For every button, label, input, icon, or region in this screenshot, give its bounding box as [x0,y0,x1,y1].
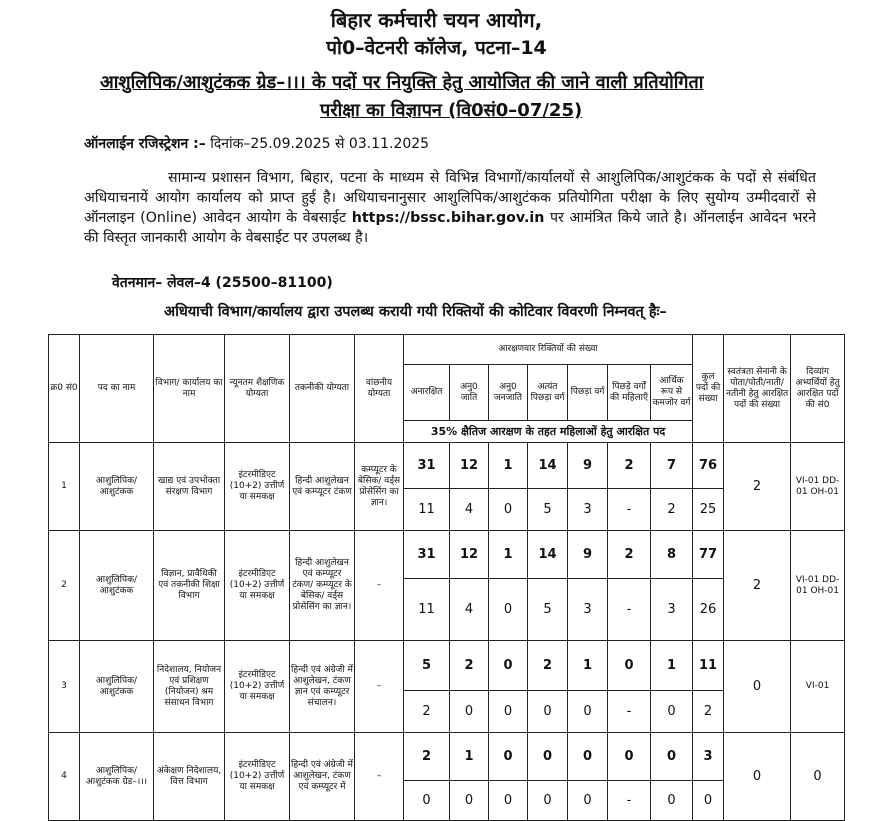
header-category: अनु0 जनजाति [489,365,528,421]
cell-women: 11 [404,579,450,641]
cell-education: इंटरमीडिएट (10+2) उत्तीर्ण या समकक्ष [225,733,290,821]
header-category: आर्थिक रूप से कमजोर वर्ग [651,365,693,421]
cell-women: 0 [489,489,528,531]
cell-vacancy: 5 [404,641,450,691]
cell-divyang: VI-01 DD-01 OH-01 [791,443,845,531]
cell-vacancy: 1 [450,733,489,781]
intro-paragraph [84,168,816,248]
header-desirable: वांछनीय योग्यता [355,335,404,443]
registration-dates: दिनांक–25.09.2025 से 03.11.2025 [210,136,430,152]
cell-vacancy: 9 [568,531,608,579]
cell-women: 3 [651,579,693,641]
cell-divyang: 0 [791,733,845,821]
header-post: पद का नाम [80,335,154,443]
cell-vacancy: 1 [568,641,608,691]
cell-technical: हिन्दी आशुलेखन एवं कम्प्यूटर टंकण [290,443,355,531]
cell-freedom-fighter: 2 [724,443,791,531]
cell-women: - [608,781,651,821]
header-category: पिछड़ा वर्ग [568,365,608,421]
cell-total: 77 [693,531,724,579]
cell-vacancy: 0 [608,733,651,781]
ad-title-line2: परीक्षा का विज्ञापन (वि0सं0–07/25) [320,100,583,121]
cell-women: 11 [404,489,450,531]
cell-women: 0 [568,781,608,821]
cell-vacancy: 31 [404,443,450,489]
cell-post: आशुलिपिक/ आशुटंकक ग्रेड–।।। [80,733,154,821]
cell-post: आशुलिपिक/ आशुटंकक [80,443,154,531]
cell-vacancy: 1 [489,531,528,579]
registration-label: ऑनलाईन रजिस्ट्रेशन :– [84,136,206,152]
intro-text-2: पर आमंत्रित किये जाते है। ऑनलाईन आवेदन भरने की विस्तृत जानकारी आयोग के वेबसाईट पर उपलब्ध है। [84,210,817,246]
cell-sno: 3 [49,641,80,733]
cell-desirable: – [355,733,404,821]
header-dept: विभाग/ कार्यालय का नाम [154,335,225,443]
cell-vacancy: 1 [651,641,693,691]
cell-women: 0 [489,579,528,641]
cell-education: इंटरमीडिएट (10+2) उत्तीर्ण या समकक्ष [225,443,290,531]
cell-vacancy: 2 [528,641,568,691]
cell-women: 2 [651,489,693,531]
table-row [49,531,845,579]
cell-vacancy: 9 [568,443,608,489]
cell-women: 0 [450,691,489,733]
cell-post: आशुलिपिक/ आशुटंकक [80,641,154,733]
cell-women: 0 [568,691,608,733]
cell-divyang: VI-01 DD-01 OH-01 [791,531,845,641]
cell-women-total: 2 [693,691,724,733]
cell-education: इंटरमीडिएट (10+2) उत्तीर्ण या समकक्ष [225,641,290,733]
cell-divyang: VI-01 [791,641,845,733]
cell-freedom-fighter: 0 [724,641,791,733]
website-link[interactable]: https://bssc.bihar.gov.in [351,210,545,226]
cell-women: - [608,691,651,733]
cell-dept: विज्ञान, प्रावैधिकी एवं तकनीकी शिक्षा विभाग [154,531,225,641]
cell-sno: 2 [49,531,80,641]
org-address: पो0–वेटनरी कॉलेज, पटना–14 [326,37,547,59]
cell-women: 2 [404,691,450,733]
cell-vacancy: 14 [528,443,568,489]
header-category: अनारक्षित [404,365,450,421]
cell-vacancy: 2 [404,733,450,781]
cell-vacancy: 0 [489,733,528,781]
cell-education: इंटरमीडिएट (10+2) उत्तीर्ण या समकक्ष [225,531,290,641]
intro-text-1: सामान्य प्रशासन विभाग, बिहार, पटना के माध्यम से विभिन्न विभागों/कार्यालयों से आशुलिपिक/आशुटंकक के पदों से संबंधित अधियाचनायें आयोग कार्यालय को प्राप्त हुई है। अधियाचनानुसार आशुलिपिक/आशुटंकक प्रतियोगिता परीक्षा के लिए सुयोग्य उम्मीदवारों से ऑनलाइन (Online) आवेदन आयोग के वेबसाईट [84,170,816,226]
cell-women: 5 [528,579,568,641]
cell-women: 4 [450,489,489,531]
header-reservation: आरक्षणवार रिक्तियों की संख्या [404,335,693,365]
cell-vacancy: 1 [489,443,528,489]
cell-women: 0 [489,781,528,821]
cell-vacancy: 12 [450,443,489,489]
cell-desirable: कम्प्यूटर के बेसिक/ वर्ड्स प्रोसेसिंग का ज्ञान। [355,443,404,531]
cell-desirable: – [355,641,404,733]
table-row [49,733,845,781]
cell-sno: 1 [49,443,80,531]
header-total: कुल पदों की संख्या [693,335,724,443]
pay-scale: वेतनमान– लेवल–4 (25500–81100) [112,275,333,291]
header-sno: क्र0 सं0 [49,335,80,443]
cell-vacancy: 8 [651,531,693,579]
registration-line [84,134,429,153]
cell-vacancy: 0 [651,733,693,781]
cell-vacancy: 7 [651,443,693,489]
cell-women: 0 [489,691,528,733]
cell-women: 0 [651,781,693,821]
org-name: बिहार कर्मचारी चयन आयोग, [330,8,543,32]
cell-women: - [608,489,651,531]
cell-vacancy: 31 [404,531,450,579]
ad-title-line1: आशुलिपिक/आशुटंकक ग्रेड–।।। के पदों पर नियुक्ति हेतु आयोजित की जाने वाली प्रतियोगिता [100,72,704,93]
cell-vacancy: 2 [608,443,651,489]
cell-women-total: 25 [693,489,724,531]
cell-women: 0 [651,691,693,733]
cell-women: 4 [450,579,489,641]
cell-freedom-fighter: 0 [724,733,791,821]
cell-vacancy: 0 [568,733,608,781]
header-category: अनु0 जाति [450,365,489,421]
header-category: पिछड़े वर्गों की महिलाएँ [608,365,651,421]
table-row [49,443,845,489]
cell-vacancy: 14 [528,531,568,579]
cell-total: 3 [693,733,724,781]
cell-technical: हिन्दी आशुलेखन एवं कम्प्यूटर टंकण/ कम्प्यूटर के बेसिक/ वर्ड्स प्रोसेसिंग का ज्ञान। [290,531,355,641]
cell-total: 76 [693,443,724,489]
vacancy-table [48,334,845,821]
header-divyang: दिव्यांग अभ्यर्थियों हेतु आरक्षित पदों की सं0 [791,335,845,443]
cell-vacancy: 0 [608,641,651,691]
women-quota-note: 35% क्षैतिज आरक्षण के तहत महिलाओं हेतु आरक्षित पद [404,421,693,443]
cell-technical: हिन्दी एवं अंग्रेजी में आशुलेखन, टंकण ज्ञान एवं कम्प्यूटर संचालन। [290,641,355,733]
cell-vacancy: 2 [450,641,489,691]
header-freedom-fighter: स्वतंत्रता सेनानी के पोता/पोती/नाती/नतीनी हेतु आरक्षित पदों की संख्या [724,335,791,443]
cell-women: 0 [528,781,568,821]
cell-women: 0 [404,781,450,821]
cell-women: 0 [450,781,489,821]
cell-women: 5 [528,489,568,531]
cell-technical: हिन्दी एवं अंग्रेजी में आशुलेखन, टंकण एवं कम्प्यूटर में [290,733,355,821]
cell-vacancy: 12 [450,531,489,579]
table-heading: अधियाची विभाग/कार्यालय द्वारा उपलब्ध करायी गयी रिक्तियों की कोटिवार विवरणी निम्नवत् हैः– [164,304,667,320]
cell-desirable: – [355,531,404,641]
cell-freedom-fighter: 2 [724,531,791,641]
cell-women-total: 0 [693,781,724,821]
cell-dept: अंकेक्षण निदेशालय, वित्त विभाग [154,733,225,821]
cell-vacancy: 2 [608,531,651,579]
header-category: अत्यंत पिछड़ा वर्ग [528,365,568,421]
header-technical: तकनीकी योग्यता [290,335,355,443]
cell-dept: खाद्य एवं उपभोक्ता संरक्षण विभाग [154,443,225,531]
cell-sno: 4 [49,733,80,821]
cell-women: 3 [568,579,608,641]
cell-total: 11 [693,641,724,691]
cell-dept: निदेशालय, नियोजन एवं प्रशिक्षण (नियोजन) श्रम संसाधन विभाग [154,641,225,733]
cell-vacancy: 0 [489,641,528,691]
cell-women: 3 [568,489,608,531]
cell-vacancy: 0 [528,733,568,781]
cell-women: 0 [528,691,568,733]
table-row [49,641,845,691]
cell-women: - [608,579,651,641]
header-education: न्यूनतम शैक्षणिक योग्यता [225,335,290,443]
cell-women-total: 26 [693,579,724,641]
cell-post: आशुलिपिक/ आशुटंकक [80,531,154,641]
